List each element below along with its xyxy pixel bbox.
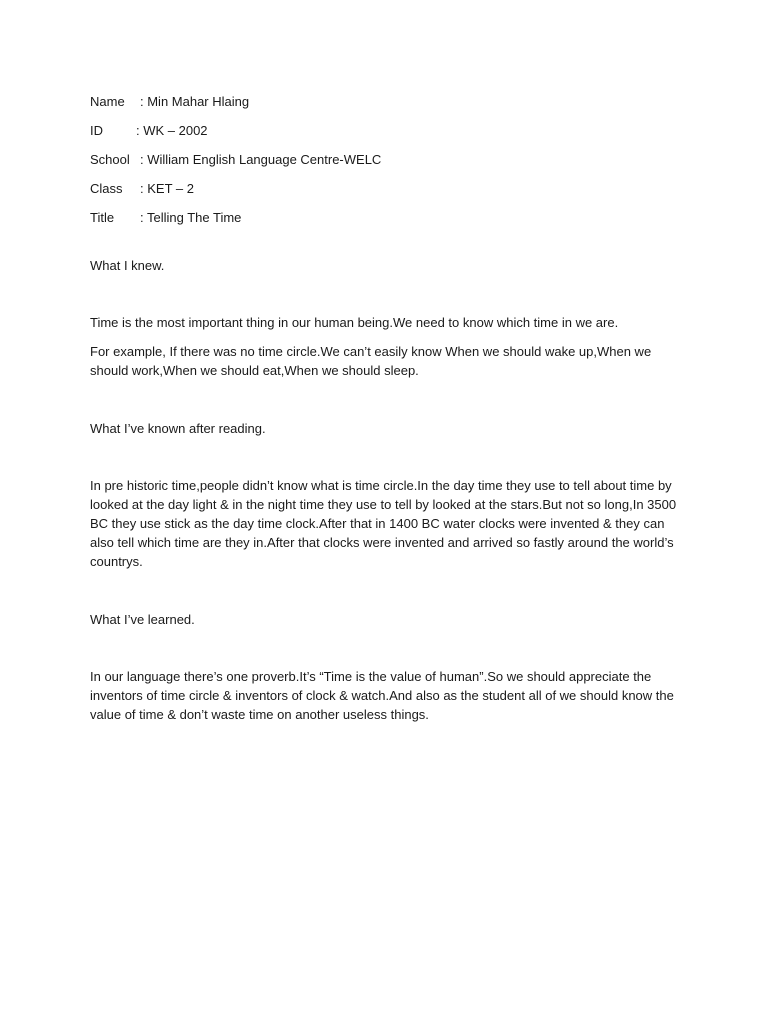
id-value: : WK – 2002 xyxy=(136,123,208,138)
school-field xyxy=(90,150,680,169)
school-value: : William English Language Centre-WELC xyxy=(140,152,382,167)
name-value: : Min Mahar Hlaing xyxy=(140,94,250,109)
id-field xyxy=(90,121,680,140)
name-label: Name xyxy=(90,94,125,109)
paragraph-knew-2: For example, If there was no time circle.We can’t easily know When we should wake up,When we should work,When we should eat,When we should sleep. xyxy=(90,344,652,378)
title-value: : Telling The Time xyxy=(140,210,242,225)
section-heading-learned: What I’ve learned. xyxy=(90,612,195,627)
name-field xyxy=(90,92,680,111)
title-label: Title xyxy=(90,210,115,225)
document-content xyxy=(90,92,680,724)
class-value: : KET – 2 xyxy=(140,181,194,196)
section-heading-knew: What I knew. xyxy=(90,258,165,273)
section-heading-known-after: What I’ve known after reading. xyxy=(90,421,266,436)
school-label: School xyxy=(90,152,130,167)
paragraph-learned-1: In our language there’s one proverb.It’s “Time is the value of human”.So we should appreciate the inventors of time circle & inventors of clock & watch.And also as the student all of we should know the value of time & don’t waste time on another useless things. xyxy=(90,669,674,722)
class-label: Class xyxy=(90,181,123,196)
paragraph-knew-1: Time is the most important thing in our human being.We need to know which time in we are. xyxy=(90,315,619,330)
title-field xyxy=(90,208,680,227)
id-label: ID xyxy=(90,123,103,138)
paragraph-known-after-1: In pre historic time,people didn’t know what is time circle.In the day time they use to tell about time by looked at the day light & in the night time they use to tell by looked at the stars.But not so long,In 3500 BC they use stick as the day time clock.After that in 1400 BC water clocks were invented & they can also tell which time are they in.After that clocks were invented and arrived so fastly around the world’s countrys. xyxy=(90,478,677,569)
class-field xyxy=(90,179,680,198)
